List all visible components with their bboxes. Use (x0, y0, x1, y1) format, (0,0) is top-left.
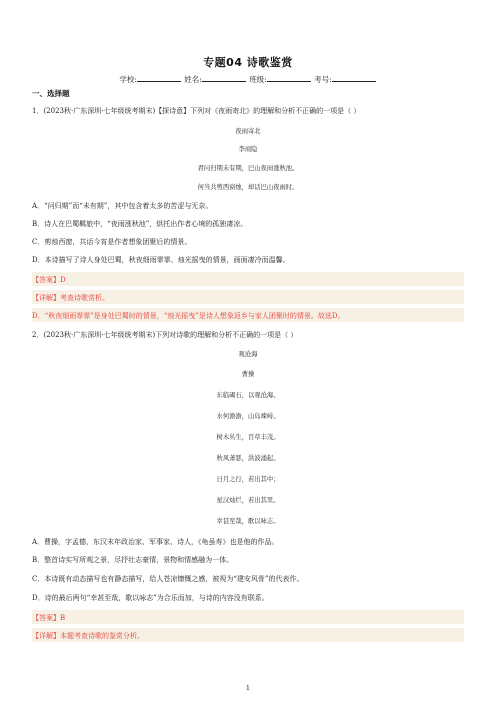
question-1-option-a: A．“问归期”而“未有期”，其中包含着太多的苦涩与无奈。 (32, 202, 213, 210)
school-label: 学校: (119, 75, 137, 84)
exam-number-label: 考号: (314, 75, 332, 84)
question-2-answer: 【答案】B (32, 614, 66, 622)
poem-1-line: 何当共剪西窗烛，却话巴山夜雨时。 (197, 184, 299, 191)
question-2-detail: 【详解】本题考查诗歌的鉴赏分析。 (32, 632, 144, 640)
question-2-option-a: A．曹操，字孟德，东汉末年政治家、军事家、诗人，《龟虽寿》也是他的作品。 (32, 538, 279, 546)
question-1-stem: 1．(2023秋·广东深圳·七年级统考期末)【探诗意】下列对《夜雨寄北》的理解和分析不正确的一项是（ ） (32, 107, 361, 115)
question-2-stem: 2．(2023秋·广东深圳·七年级统考期末)下列对诗歌的理解和分析不正确的一项是（ ） (32, 331, 298, 339)
question-1-explanation: D．“秋夜细雨霏霏”是身处巴蜀时的情景，“烛光摇曳”是诗人想象返乡与家人团聚时的情景。故选D。 (32, 312, 345, 320)
poem-2-line: 水何澹澹，山岛竦峙。 (216, 413, 280, 420)
exam-number-blank[interactable] (332, 74, 376, 82)
answer-bar (32, 272, 464, 286)
poem-1-title: 夜雨寄北 (235, 128, 261, 135)
section-heading: 一、选择题 (32, 89, 70, 98)
question-1-detail: 【详解】考查诗歌赏析。 (32, 294, 109, 302)
question-1-option-b: B．诗人在巴蜀羁旅中，“夜雨涨秋池”，烘托出作者心境的孤独凄凉。 (32, 220, 248, 228)
question-2-option-b: B．整首诗实写所观之景，尽抒壮志豪情，景物和情感融为一体。 (32, 556, 234, 564)
question-2-option-d: D．诗的最后两句“幸甚至哉，歌以咏志”为合乐而加，与诗的内容没有联系。 (32, 594, 269, 602)
poem-2-line: 秋风萧瑟，洪波涌起。 (216, 455, 280, 462)
poem-2-line: 幸甚至哉，歌以咏志。 (216, 518, 280, 525)
name-label: 姓名: (184, 75, 202, 84)
school-blank[interactable] (137, 74, 181, 82)
question-2-option-c: C．本诗既有动态描写也有静态描写，给人苍凉慷慨之感，被视为“建安风骨”的代表作。 (32, 575, 304, 583)
name-blank[interactable] (202, 74, 246, 82)
poem-2-line: 星汉灿烂，若出其里。 (216, 497, 280, 504)
class-label: 班级: (249, 75, 267, 84)
poem-2-title: 观沧海 (238, 351, 258, 358)
poem-2-line: 日月之行，若出其中； (216, 476, 280, 483)
student-info-line (0, 74, 496, 85)
question-1-answer: 【答案】D (32, 276, 66, 284)
class-blank[interactable] (267, 74, 311, 82)
poem-1-author: 李商隐 (238, 146, 258, 153)
question-1-option-d: D．本诗描写了诗人身处巴蜀，秋夜细雨霏霏、烛光摇曳的情景，画面凄冷而温馨。 (32, 256, 290, 264)
question-1-option-c: C．剪烛西窗，共话今宵是作者想象团聚后的情景。 (32, 238, 192, 246)
answer-bar (32, 610, 464, 624)
page-number: 1 (245, 684, 251, 692)
poem-2-line: 树木丛生，百草丰茂。 (216, 434, 280, 441)
poem-1-line: 君问归期未有期，巴山夜雨涨秋池。 (197, 165, 299, 172)
poem-2-line: 东临碣石，以观沧海。 (216, 392, 280, 399)
page-title: 专题04 诗歌鉴赏 (203, 56, 293, 69)
poem-2-author: 曹操 (241, 371, 255, 378)
